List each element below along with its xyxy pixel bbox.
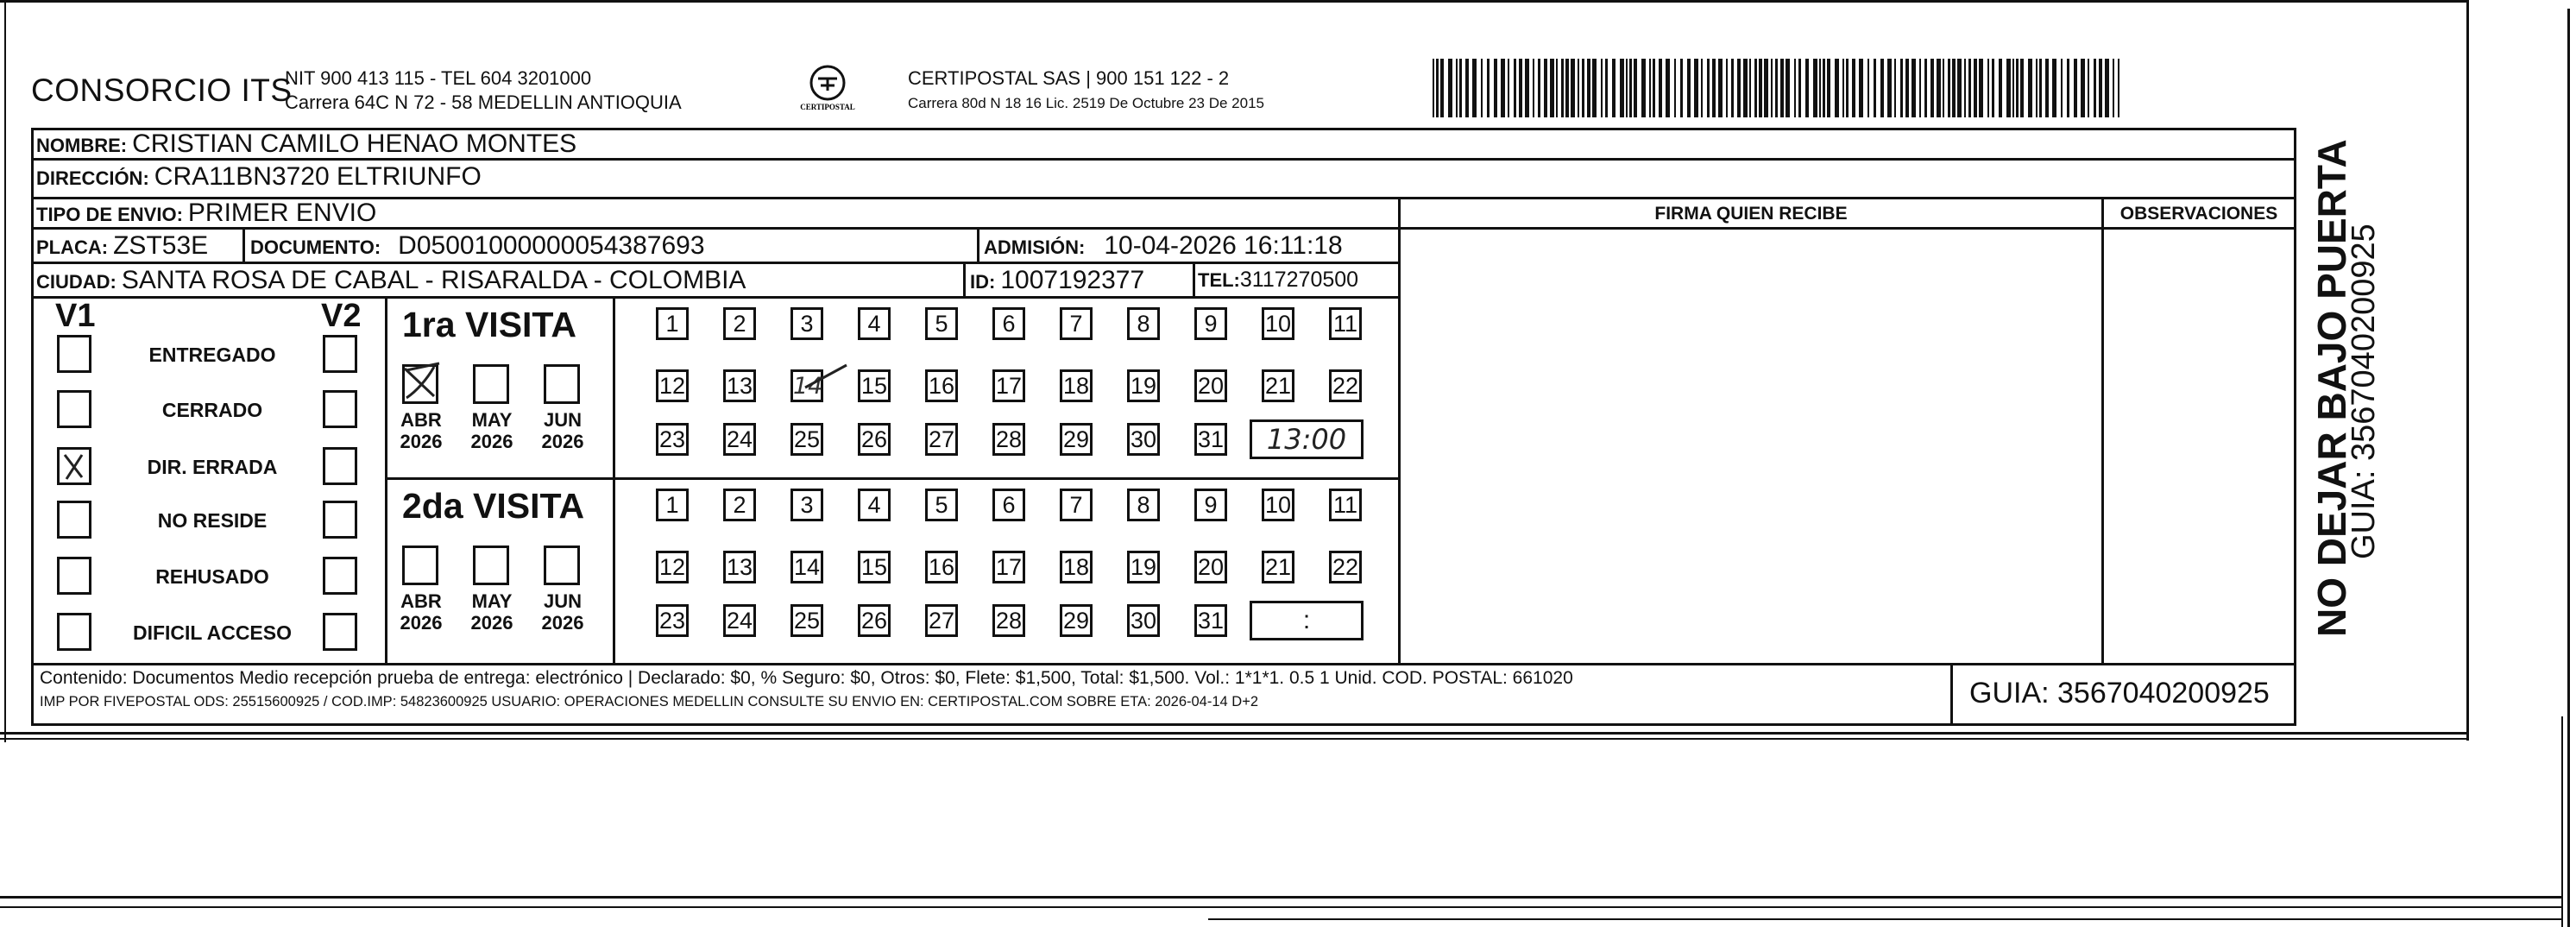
- month-checkbox[interactable]: [402, 364, 438, 404]
- direccion-row: [36, 162, 482, 192]
- admision-label: ADMISIÓN:: [984, 236, 1086, 258]
- documento-value: D05001000000054387693: [398, 231, 705, 260]
- ciudad-label: CIUDAD:: [36, 271, 117, 293]
- tel-row: [1198, 268, 1358, 293]
- day-box[interactable]: 7: [1060, 307, 1093, 340]
- v2-header: V2: [321, 298, 362, 334]
- day-box[interactable]: 25: [790, 604, 823, 637]
- barcode-bar: [1687, 59, 1691, 117]
- barcode-bar: [1433, 59, 1434, 117]
- day-box[interactable]: 9: [1194, 489, 1227, 521]
- barcode-bar: [1440, 59, 1444, 117]
- barcode-bar: [1780, 59, 1784, 117]
- barcode-bar: [1629, 59, 1632, 117]
- barcode-bar: [1634, 59, 1637, 117]
- day-box[interactable]: 24: [723, 604, 756, 637]
- barcode-bar: [1813, 59, 1817, 117]
- col-line: [31, 128, 34, 726]
- first-visit-title: 1ra VISITA: [402, 305, 577, 344]
- barcode-bar: [1894, 59, 1896, 117]
- day-box[interactable]: 19: [1127, 369, 1160, 402]
- barcode-bar: [1707, 59, 1710, 117]
- barcode-bar: [1666, 59, 1670, 117]
- status-label: NO RESIDE: [157, 509, 268, 532]
- barcode-bar: [1641, 59, 1646, 117]
- day-box[interactable]: 1: [656, 307, 689, 340]
- month-checkbox[interactable]: [544, 545, 580, 585]
- barcode-bar: [2039, 59, 2042, 117]
- day-box[interactable]: 30: [1127, 423, 1160, 456]
- barcode-bar: [1436, 59, 1439, 117]
- handwritten-time: 13:00: [1266, 423, 1347, 456]
- status-label: CERRADO: [161, 399, 263, 421]
- barcode-bar: [1694, 59, 1698, 117]
- month-year: 2026: [400, 431, 443, 452]
- right-border: [2466, 0, 2469, 741]
- month-year: 2026: [541, 431, 584, 452]
- status-label: ENTREGADO: [148, 344, 276, 366]
- check-mark-icon: [401, 362, 441, 400]
- day-box[interactable]: 9: [1194, 307, 1227, 340]
- footer-guia: GUIA: 3567040200925: [1969, 677, 2270, 709]
- barcode-bar: [1565, 59, 1569, 117]
- barcode-bar: [1798, 59, 1801, 117]
- day-box[interactable]: 13: [723, 551, 756, 583]
- barcode-bar: [1501, 59, 1505, 117]
- barcode-bar: [1620, 59, 1624, 117]
- barcode-bar: [1538, 59, 1540, 117]
- month-label: [537, 590, 589, 634]
- day-box[interactable]: 16: [925, 369, 958, 402]
- day-box[interactable]: 17: [992, 551, 1025, 583]
- tipo-row: [36, 199, 376, 228]
- barcode-bar: [1964, 59, 1966, 117]
- day-box[interactable]: 31: [1194, 423, 1227, 456]
- month-label: [466, 590, 518, 634]
- col-line: [963, 262, 966, 298]
- month-checkbox[interactable]: [402, 545, 438, 585]
- day-box[interactable]: 26: [858, 604, 891, 637]
- placa-value: ZST53E: [113, 231, 209, 260]
- barcode-bar: [1743, 59, 1748, 117]
- direccion-label: DIRECCIÓN:: [36, 167, 149, 189]
- barcode-bar: [2006, 59, 2011, 117]
- day-box[interactable]: 23: [656, 604, 689, 637]
- page-bottom-edge-3: [1208, 918, 2563, 920]
- barcode-bar: [1659, 59, 1662, 117]
- day-box[interactable]: 21: [1262, 369, 1294, 402]
- barcode-bar: [1582, 59, 1584, 117]
- row-line: [31, 663, 2296, 665]
- day-box[interactable]: 31: [1194, 604, 1227, 637]
- day-box[interactable]: 14: [790, 369, 823, 402]
- barcode-bar: [1544, 59, 1547, 117]
- barcode-bar: [2067, 59, 2069, 117]
- v2-checkbox[interactable]: [323, 335, 357, 373]
- day-box[interactable]: 17: [992, 369, 1025, 402]
- barcode-bar: [2016, 59, 2019, 117]
- barcode-bar: [2028, 59, 2032, 117]
- check-mark-icon: [60, 450, 89, 482]
- page-edge-right: [2567, 9, 2570, 927]
- v1-checkbox[interactable]: [57, 335, 91, 373]
- barcode-bar: [1626, 59, 1628, 117]
- month-checkbox[interactable]: [544, 364, 580, 404]
- barcode-bar: [1680, 59, 1683, 117]
- barcode-bar: [1556, 59, 1558, 117]
- barcode-bar: [2061, 59, 2063, 117]
- day-box[interactable]: 19: [1127, 551, 1160, 583]
- barcode-bar: [1494, 59, 1497, 117]
- barcode-bar: [1718, 59, 1723, 117]
- barcode-bar: [1456, 59, 1458, 117]
- day-box[interactable]: 15: [858, 551, 891, 583]
- barcode-bar: [1487, 59, 1490, 117]
- barcode-bar: [2081, 59, 2085, 117]
- time-box[interactable]: [1250, 419, 1364, 459]
- barcode-bar: [1674, 59, 1676, 117]
- month-year: 2026: [470, 612, 513, 634]
- barcode-bar: [1968, 59, 1971, 117]
- admision-value: 10-04-2026 16:11:18: [1104, 231, 1343, 260]
- barcode-bar: [1842, 59, 1844, 117]
- day-box[interactable]: 29: [1060, 423, 1093, 456]
- tel-value: 3117270500: [1239, 268, 1359, 292]
- barcode-bar: [1775, 59, 1778, 117]
- company-nit: NIT 900 413 115 - TEL 604 3201000: [285, 67, 592, 89]
- barcode-bar: [1846, 59, 1849, 117]
- month-name: JUN: [543, 590, 582, 612]
- barcode-bar: [1805, 59, 1809, 117]
- barcode-bar: [1578, 59, 1579, 117]
- barcode-bar: [1924, 59, 1927, 117]
- col-line: [1950, 663, 1953, 725]
- month-checkbox[interactable]: [473, 364, 509, 404]
- day-box[interactable]: 30: [1127, 604, 1160, 637]
- page-bottom-edge: [0, 896, 2563, 899]
- month-label: [395, 590, 447, 634]
- barcode-bar: [1794, 59, 1796, 117]
- barcode-bar: [1819, 59, 1821, 117]
- barcode-bar: [1867, 59, 1869, 117]
- barcode-bar: [2088, 59, 2089, 117]
- barcode-bar: [1859, 59, 1863, 117]
- bottom-border-2: [0, 738, 2468, 740]
- firma-header: FIRMA QUIEN RECIBE: [1654, 204, 1848, 224]
- barcode-bar: [2052, 59, 2056, 117]
- strike-mark-icon: [802, 362, 853, 396]
- day-box[interactable]: 23: [656, 423, 689, 456]
- barcode-bar: [2036, 59, 2037, 117]
- barcode-bar: [1514, 59, 1516, 117]
- day-box[interactable]: 10: [1262, 489, 1294, 521]
- day-box[interactable]: 10: [1262, 307, 1294, 340]
- barcode-bar: [1999, 59, 2002, 117]
- left-border: [4, 0, 6, 742]
- barcode-bar: [1930, 59, 1934, 117]
- day-box[interactable]: 4: [858, 307, 891, 340]
- certipostal-info: CERTIPOSTAL SAS | 900 151 122 - 2: [908, 67, 1230, 89]
- barcode-bar: [1948, 59, 1950, 117]
- barcode-bar: [2113, 59, 2114, 117]
- certipostal-license: Carrera 80d N 18 16 Lic. 2519 De Octubre 23 De 2015: [908, 95, 1264, 111]
- footer-print-line: IMP POR FIVEPOSTAL ODS: 25515600925 / COD.IMP: 54823600925 USUARIO: OPERACIONES MEDELLIN CONSULTE SU ENVIO EN: CERTIPOSTAL.COM SOBRE ETA: 2026-04-14 D+2: [40, 694, 1259, 709]
- barcode-bar: [1771, 59, 1773, 117]
- day-box[interactable]: 3: [790, 489, 823, 521]
- second-visit-title: 2da VISITA: [402, 486, 585, 526]
- barcode-bar: [1823, 59, 1825, 117]
- barcode-bar: [1649, 59, 1651, 117]
- barcode-bar: [1957, 59, 1962, 117]
- day-box[interactable]: 20: [1194, 369, 1227, 402]
- direccion-value: CRA11BN3720 ELTRIUNFO: [154, 162, 482, 191]
- id-row: [970, 266, 1144, 295]
- barcode-bar: [1974, 59, 1977, 117]
- day-box[interactable]: 28: [992, 423, 1025, 456]
- barcode-bar: [1880, 59, 1884, 117]
- barcode-bar: [1912, 59, 1916, 117]
- day-box[interactable]: 21: [1262, 551, 1294, 583]
- barcode-bar: [1737, 59, 1741, 117]
- barcode-bar: [1550, 59, 1554, 117]
- barcode-bar: [1605, 59, 1608, 117]
- barcode-bar: [1448, 59, 1452, 117]
- company-address: Carrera 64C N 72 - 58 MEDELLIN ANTIOQUIA: [285, 91, 682, 113]
- barcode: [1433, 59, 2123, 119]
- certipostal-logo: [797, 64, 858, 117]
- barcode-bar: [1887, 59, 1892, 117]
- visit-divider: [385, 477, 1400, 480]
- month-name: MAY: [471, 409, 513, 431]
- day-box[interactable]: 6: [992, 489, 1025, 521]
- barcode-bar: [1852, 59, 1855, 117]
- day-box[interactable]: 26: [858, 423, 891, 456]
- day-box[interactable]: 1: [656, 489, 689, 521]
- barcode-bar: [1465, 59, 1469, 117]
- nombre-row: [36, 129, 576, 159]
- month-name: JUN: [543, 409, 582, 431]
- v2-checkbox[interactable]: [323, 447, 357, 485]
- month-label: [395, 409, 447, 452]
- v1-checkbox[interactable]: [57, 447, 91, 485]
- barcode-bar: [1764, 59, 1768, 117]
- day-box[interactable]: 18: [1060, 369, 1093, 402]
- v2-checkbox[interactable]: [323, 557, 357, 595]
- barcode-bar: [2099, 59, 2102, 117]
- barcode-bar: [1561, 59, 1564, 117]
- day-box[interactable]: 28: [992, 604, 1025, 637]
- barcode-bar: [2094, 59, 2096, 117]
- col-line: [385, 296, 387, 665]
- day-box[interactable]: 3: [790, 307, 823, 340]
- v1-checkbox[interactable]: [57, 613, 91, 651]
- barcode-bar: [1731, 59, 1734, 117]
- month-year: 2026: [470, 431, 513, 452]
- col-line: [1398, 197, 1401, 665]
- barcode-bar: [1905, 59, 1909, 117]
- day-box[interactable]: 29: [1060, 604, 1093, 637]
- side-guia: GUIA: 3567040200925: [2346, 224, 2382, 559]
- v2-checkbox[interactable]: [323, 501, 357, 539]
- nombre-label: NOMBRE:: [36, 135, 128, 156]
- barcode-bar: [1587, 59, 1590, 117]
- barcode-bar: [1612, 59, 1616, 117]
- month-name: ABR: [400, 590, 442, 612]
- barcode-bar: [1759, 59, 1762, 117]
- month-label: [466, 409, 518, 452]
- nombre-value: CRISTIAN CAMILO HENAO MONTES: [132, 129, 577, 158]
- bottom-border: [0, 732, 2468, 735]
- v1-checkbox[interactable]: [57, 390, 91, 428]
- id-value: 1007192377: [1000, 266, 1145, 294]
- day-box[interactable]: 22: [1329, 551, 1362, 583]
- day-box[interactable]: 25: [790, 423, 823, 456]
- barcode-bar: [2105, 59, 2109, 117]
- v1-header: V1: [55, 298, 96, 334]
- month-year: 2026: [541, 612, 584, 634]
- v1-checkbox[interactable]: [57, 557, 91, 595]
- ciudad-row: [36, 266, 746, 295]
- footer-content-line: Contenido: Documentos Medio recepción prueba de entrega: electrónico | Declarado: $0, % Seguro: $0, Otros: $0, Flete: $1,500, Total: $1,500. Vol.: 1*1*1. 0.5 1 Unid. COD. POSTAL: 661020: [40, 668, 1573, 688]
- status-label: DIR. ERRADA: [147, 456, 278, 478]
- v1-checkbox[interactable]: [57, 501, 91, 539]
- day-box[interactable]: 4: [858, 489, 891, 521]
- barcode-bar: [1919, 59, 1921, 117]
- day-box[interactable]: 27: [925, 604, 958, 637]
- col-line: [2101, 197, 2104, 665]
- barcode-bar: [1992, 59, 1994, 117]
- day-box[interactable]: 2: [723, 307, 756, 340]
- day-box[interactable]: 16: [925, 551, 958, 583]
- barcode-bar: [2020, 59, 2024, 117]
- barcode-bar: [1754, 59, 1757, 117]
- top-border: [0, 0, 2468, 3]
- day-box[interactable]: 11: [1329, 489, 1362, 521]
- v2-checkbox[interactable]: [323, 390, 357, 428]
- barcode-bar: [1533, 59, 1534, 117]
- barcode-bar: [1943, 59, 1944, 117]
- documento-row: [250, 231, 705, 261]
- barcode-bar: [1952, 59, 1956, 117]
- barcode-bar: [1835, 59, 1839, 117]
- side-notice: NO DEJAR BAJO PUERTA: [2309, 139, 2354, 637]
- barcode-bar: [1712, 59, 1716, 117]
- day-box[interactable]: 22: [1329, 369, 1362, 402]
- barcode-bar: [1987, 59, 1989, 117]
- row-line: [31, 723, 2296, 726]
- tipo-value: PRIMER ENVIO: [187, 199, 377, 227]
- barcode-bar: [1937, 59, 1941, 117]
- barcode-bar: [1786, 59, 1790, 117]
- day-box[interactable]: 8: [1127, 489, 1160, 521]
- company-name: CONSORCIO ITS: [31, 73, 293, 108]
- page-bottom-edge-2: [0, 906, 2563, 908]
- day-box[interactable]: 24: [723, 423, 756, 456]
- time-box[interactable]: :: [1250, 601, 1364, 640]
- status-label: REHUSADO: [155, 565, 269, 588]
- col-line: [242, 227, 245, 263]
- month-label: [537, 409, 589, 452]
- barcode-bar: [1519, 59, 1522, 117]
- barcode-bar: [1653, 59, 1655, 117]
- day-box[interactable]: 8: [1127, 307, 1160, 340]
- day-box[interactable]: 14: [790, 551, 823, 583]
- barcode-bar: [1726, 59, 1728, 117]
- day-box[interactable]: 27: [925, 423, 958, 456]
- col-line: [2294, 128, 2296, 726]
- barcode-bar: [1472, 59, 1477, 117]
- month-year: 2026: [400, 612, 443, 634]
- barcode-bar: [1525, 59, 1529, 117]
- certipostal-logo-icon: [797, 64, 858, 117]
- day-box[interactable]: 18: [1060, 551, 1093, 583]
- barcode-bar: [1701, 59, 1703, 117]
- day-box[interactable]: 20: [1194, 551, 1227, 583]
- day-box[interactable]: 6: [992, 307, 1025, 340]
- barcode-bar: [1601, 59, 1603, 117]
- month-name: MAY: [471, 590, 513, 612]
- tipo-label: TIPO DE ENVIO:: [36, 204, 183, 225]
- barcode-bar: [1481, 59, 1483, 117]
- barcode-bar: [1592, 59, 1597, 117]
- barcode-bar: [1827, 59, 1830, 117]
- barcode-bar: [2045, 59, 2049, 117]
- barcode-bar: [1459, 59, 1462, 117]
- day-box[interactable]: 13: [723, 369, 756, 402]
- day-box[interactable]: 12: [656, 369, 689, 402]
- barcode-bar: [1749, 59, 1751, 117]
- barcode-bar: [2118, 59, 2119, 117]
- svg-text:CERTIPOSTAL: CERTIPOSTAL: [800, 103, 855, 111]
- v2-checkbox[interactable]: [323, 613, 357, 651]
- ciudad-value: SANTA ROSA DE CABAL - RISARALDA - COLOMBIA: [121, 266, 746, 294]
- day-box[interactable]: 15: [858, 369, 891, 402]
- barcode-bar: [2074, 59, 2077, 117]
- month-name: ABR: [400, 409, 442, 431]
- barcode-bar: [1874, 59, 1876, 117]
- day-box[interactable]: 7: [1060, 489, 1093, 521]
- day-box[interactable]: 12: [656, 551, 689, 583]
- day-box[interactable]: 5: [925, 307, 958, 340]
- month-checkbox[interactable]: [473, 545, 509, 585]
- admision-row: [984, 231, 1343, 261]
- barcode-bar: [1900, 59, 1903, 117]
- barcode-bar: [1979, 59, 1983, 117]
- placa-row: [36, 231, 208, 261]
- documento-label: DOCUMENTO:: [250, 236, 381, 258]
- col-line: [1193, 262, 1195, 298]
- status-label: DIFICIL ACCESO: [132, 621, 292, 644]
- col-line: [613, 296, 615, 665]
- tel-label: TEL:: [1198, 269, 1240, 291]
- barcode-bar: [1571, 59, 1575, 117]
- barcode-bar: [2012, 59, 2014, 117]
- placa-label: PLACA:: [36, 236, 109, 258]
- day-box[interactable]: 5: [925, 489, 958, 521]
- col-line: [977, 227, 979, 263]
- observaciones-header: OBSERVACIONES: [2119, 204, 2278, 224]
- day-box[interactable]: 11: [1329, 307, 1362, 340]
- day-box[interactable]: 2: [723, 489, 756, 521]
- barcode-bar: [1508, 59, 1509, 117]
- id-label: ID:: [970, 271, 996, 293]
